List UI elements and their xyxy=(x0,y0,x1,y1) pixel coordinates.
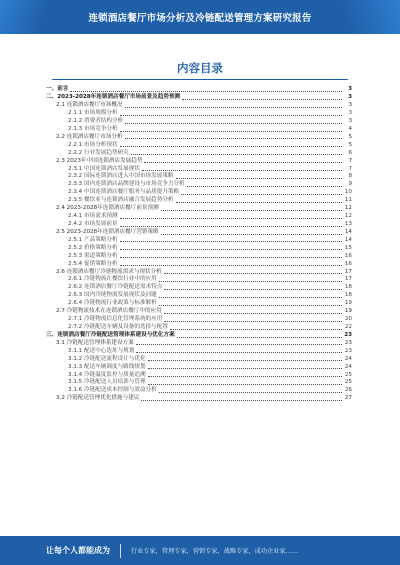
toc-entry[interactable] xyxy=(46,189,352,197)
toc-entry-title: 2.6.1 冷链物流在餐饮行业中的应用 xyxy=(68,276,157,283)
toc-entry-title: 2.2.1 市场分析现状 xyxy=(68,141,118,148)
toc-leader-dots xyxy=(161,210,342,211)
toc-entry-title: 2.5.4 促销策略分析 xyxy=(68,260,118,267)
toc-entry-page: 13 xyxy=(344,221,352,227)
toc-leader-dots xyxy=(159,392,342,393)
toc-entry-page: 25 xyxy=(344,371,352,378)
toc-entry[interactable] xyxy=(46,260,352,268)
toc-entry-page: 23 xyxy=(344,331,352,338)
toc-entry-title: 3.1.6 冷链配送成本控制与效益分析 xyxy=(68,387,157,394)
toc-entry-page: 17 xyxy=(344,276,352,283)
toc-entry-title: 2.5.1 产品策略分析 xyxy=(68,236,118,243)
toc-entry-page: 9 xyxy=(348,181,352,188)
toc-leader-dots xyxy=(144,162,342,163)
toc-entry-title: 3.1.2 冷链配送流程设计与优化 xyxy=(68,355,146,362)
toc-entry-title: 2.1.3 市场竞争分析 xyxy=(68,125,118,132)
toc-entry-page: 14 xyxy=(344,228,352,235)
toc-entry[interactable] xyxy=(46,316,352,324)
toc-entry[interactable] xyxy=(46,157,352,165)
toc-leader-dots xyxy=(120,226,342,227)
toc-entry-page: 11 xyxy=(344,197,352,204)
toc-entry[interactable] xyxy=(46,181,352,189)
toc-entry[interactable] xyxy=(46,371,352,379)
toc-entry[interactable] xyxy=(46,324,352,332)
toc-entry[interactable] xyxy=(46,173,352,181)
toc-entry-title: 2.7.2 冷链配送车辆及设备的选择与配置 xyxy=(68,323,168,330)
toc-leader-dots xyxy=(182,99,342,100)
toc-entry-title: 2.3.4 中国连锁酒店餐厅服务与品质提升策略 xyxy=(68,189,180,196)
toc-leader-dots xyxy=(164,313,342,314)
toc-entry-page: 7 xyxy=(348,157,352,164)
toc-entry-title: 三、连锁酒店餐厅冷链配送管理体系建设与优化方案 xyxy=(46,331,175,338)
toc-entry-title: 2.7.1 冷链物流信息化管理系统的应用 xyxy=(68,316,163,323)
toc-entry-page: 8 xyxy=(348,173,352,180)
toc-entry-title: 2.6.2 连锁酒店餐厅冷链配送需求特点 xyxy=(68,284,163,291)
toc-entry[interactable] xyxy=(46,205,352,213)
top-banner xyxy=(0,0,400,34)
toc-entry-page: 3 xyxy=(348,86,352,93)
toc-entry-title: 2.5.2 价格策略分析 xyxy=(68,244,118,251)
toc-heading: 内容目录 xyxy=(177,61,223,75)
toc-leader-dots xyxy=(170,329,342,330)
toc-entry-title: 2.5 2023-2028年连锁酒店餐厅营销策略 xyxy=(56,228,159,235)
toc-leader-dots xyxy=(148,360,342,361)
toc-leader-dots xyxy=(136,352,342,353)
toc-entry[interactable] xyxy=(46,244,352,252)
toc-entry-page: 26 xyxy=(344,387,352,394)
title-divider xyxy=(52,79,348,80)
toc-entry-page: 27 xyxy=(344,395,352,402)
toc-leader-dots xyxy=(177,337,342,338)
toc-entry-page: 3 xyxy=(348,110,352,117)
toc-entry-title: 2.4 2023-2028年连锁酒店餐厅前景预测 xyxy=(56,205,159,212)
toc-entry[interactable] xyxy=(46,213,352,221)
toc-entry[interactable] xyxy=(46,284,352,292)
toc-entry[interactable] xyxy=(46,221,352,229)
toc-leader-dots xyxy=(142,170,342,171)
toc-entry-page: 16 xyxy=(344,252,352,259)
toc-entry-page: 6 xyxy=(348,149,352,156)
toc-entry-page: 17 xyxy=(344,268,352,275)
toc-entry-page: 5 xyxy=(348,141,352,148)
toc-entry-page: 18 xyxy=(344,284,352,291)
toc-entry[interactable] xyxy=(46,347,352,355)
toc-entry-page: 19 xyxy=(344,308,352,315)
toc-entry[interactable] xyxy=(46,86,352,94)
toc-leader-dots xyxy=(125,107,342,108)
toc-entry-title: 2.6.3 国内冷链物流发展现状及问题 xyxy=(68,292,157,299)
toc-entry-title: 2.4.2 市场发展前景 xyxy=(68,221,118,227)
toc-entry-title: 一、前言 xyxy=(46,86,69,93)
toc-entry-title: 2.2 连锁酒店餐厅市场分析 xyxy=(56,133,123,140)
toc-entry[interactable] xyxy=(46,363,352,371)
toc-entry-title: 2.3 2023年中国连锁酒店发展趋势 xyxy=(56,157,143,164)
toc-entry-page: 12 xyxy=(344,213,352,220)
toc-leader-dots xyxy=(120,257,342,258)
toc-leader-dots xyxy=(141,400,342,401)
toc-entry-title: 2.1.2 消费者结构分析 xyxy=(68,118,124,125)
toc-entry-page: 12 xyxy=(344,205,352,212)
toc-entry-title: 2.3.2 国际连锁酒店进入中国市场发展策略 xyxy=(68,173,174,180)
toc-entry[interactable] xyxy=(46,229,352,237)
toc-entry-page: 7 xyxy=(348,165,352,172)
toc-leader-dots xyxy=(136,344,342,345)
toc-entry-title: 2.3.1 中国连锁酒店发展现状 xyxy=(68,165,140,172)
toc-entry-title: 2.7 冷链物流技术在连锁酒店餐厅中的应用 xyxy=(56,308,162,315)
toc-leader-dots xyxy=(159,305,342,306)
toc-entry[interactable] xyxy=(46,134,352,142)
toc-entry-title: 3.1.4 冷链温度监控与质量追溯 xyxy=(68,371,146,378)
toc-leader-dots xyxy=(181,194,342,195)
toc-leader-dots xyxy=(120,115,342,116)
toc-leader-dots xyxy=(120,241,342,242)
toc-entry-title: 3.1.3 配送车辆调度与路线规划 xyxy=(68,363,146,370)
footer-slogan: 让每个人都能成为 xyxy=(46,546,110,555)
toc-leader-dots xyxy=(131,154,342,155)
toc-entry[interactable] xyxy=(46,340,352,348)
toc-leader-dots xyxy=(164,273,342,274)
toc-entry-title: 3.1 冷链配送管理体系建设方案 xyxy=(56,339,134,346)
toc-entry-page: 24 xyxy=(344,355,352,362)
toc-entry-title: 2.6.4 冷链物流行业政策与标准解析 xyxy=(68,300,157,307)
toc-leader-dots xyxy=(148,368,342,369)
toc-entry[interactable] xyxy=(46,165,352,173)
toc-entry-title: 2.1.1 市场规模分析 xyxy=(68,110,118,117)
toc-entry-title: 3.2 冷链配送管理优化措施与建议 xyxy=(56,395,140,402)
toc-entry-page: 23 xyxy=(344,347,352,354)
toc-entry[interactable] xyxy=(46,292,352,300)
toc-entry-page: 16 xyxy=(344,260,352,267)
toc-leader-dots xyxy=(176,202,342,203)
toc-leader-dots xyxy=(148,376,342,377)
toc-entry-title: 二、2023-2028年连锁酒店餐厅市场前景及趋势预测 xyxy=(46,94,181,101)
toc-entry-page: 4 xyxy=(348,125,352,132)
toc-entry-title: 2.1 连锁酒店餐厅市场概况 xyxy=(56,102,123,109)
toc-leader-dots xyxy=(125,138,342,139)
toc-entry-page: 22 xyxy=(344,323,352,330)
toc-leader-dots xyxy=(164,289,342,290)
toc-entry-title: 3.1.5 冷链配送人员培训与管理 xyxy=(68,379,146,386)
footer-bar xyxy=(0,536,400,565)
toc-leader-dots xyxy=(70,91,342,92)
toc-entry[interactable] xyxy=(46,395,352,403)
toc-entry[interactable] xyxy=(46,141,352,149)
toc-entry-page: 23 xyxy=(344,339,352,346)
toc-entry-page: 24 xyxy=(344,363,352,370)
toc-leader-dots xyxy=(159,297,342,298)
toc-entry[interactable] xyxy=(46,110,352,118)
toc-entry[interactable] xyxy=(46,332,352,340)
toc-entry-title: 2.3.5 餐饮业与连锁酒店融合发展趋势分析 xyxy=(68,197,174,204)
toc-entry[interactable] xyxy=(46,94,352,102)
toc-leader-dots xyxy=(120,146,342,147)
toc-entry-page: 19 xyxy=(344,300,352,307)
toc-entry[interactable] xyxy=(46,355,352,363)
toc-leader-dots xyxy=(120,218,342,219)
toc-entry[interactable] xyxy=(46,379,352,387)
toc-leader-dots xyxy=(120,265,342,266)
toc-entry-title: 2.6 连锁酒店餐厅冷链物流需求与现状分析 xyxy=(56,268,162,275)
toc-entry-title: 2.4.1 市场需求预测 xyxy=(68,213,118,220)
toc-entry-page: 20 xyxy=(344,316,352,323)
toc-leader-dots xyxy=(120,131,342,132)
toc-entry-title: 2.2.2 行业发展趋势研究 xyxy=(68,149,129,156)
toc-leader-dots xyxy=(187,186,342,187)
toc-entry-page: 3 xyxy=(348,94,352,101)
table-of-contents xyxy=(46,86,352,403)
toc-leader-dots xyxy=(159,281,342,282)
toc-entry[interactable] xyxy=(46,149,352,157)
toc-entry-page: 5 xyxy=(348,133,352,140)
toc-leader-dots xyxy=(176,178,342,179)
toc-entry[interactable] xyxy=(46,387,352,395)
toc-entry-title: 3.1.1 配送中心选址与规划 xyxy=(68,347,135,354)
toc-entry-title: 2.3.3 国内连锁酒店品牌建设与市场竞争力分析 xyxy=(68,181,185,188)
toc-leader-dots xyxy=(164,321,342,322)
toc-entry[interactable] xyxy=(46,118,352,126)
footer-tagline: 行业专家，管理专家，营销专家，战略专家，成功企业家…… xyxy=(131,548,299,555)
toc-entry-page: 10 xyxy=(344,189,352,196)
toc-entry[interactable] xyxy=(46,102,352,110)
toc-leader-dots xyxy=(120,249,342,250)
report-title: 连锁酒店餐厅市场分析及冷链配送管理方案研究报告 xyxy=(88,13,312,24)
toc-entry[interactable] xyxy=(46,237,352,245)
toc-entry[interactable] xyxy=(46,252,352,260)
toc-entry-page: 14 xyxy=(344,236,352,243)
footer-divider xyxy=(120,544,121,558)
toc-entry[interactable] xyxy=(46,300,352,308)
toc-entry[interactable] xyxy=(46,126,352,134)
toc-leader-dots xyxy=(148,384,342,385)
toc-entry-page: 25 xyxy=(344,379,352,386)
toc-entry-page: 3 xyxy=(348,102,352,109)
toc-entry-title: 2.5.3 渠道策略分析 xyxy=(68,252,118,259)
toc-entry[interactable] xyxy=(46,308,352,316)
toc-entry-page: 15 xyxy=(344,244,352,251)
toc-entry[interactable] xyxy=(46,276,352,284)
toc-entry[interactable] xyxy=(46,268,352,276)
toc-leader-dots xyxy=(161,234,342,235)
toc-entry-page: 3 xyxy=(348,118,352,125)
toc-entry[interactable] xyxy=(46,197,352,205)
toc-leader-dots xyxy=(125,123,342,124)
toc-entry-page: 18 xyxy=(344,292,352,299)
